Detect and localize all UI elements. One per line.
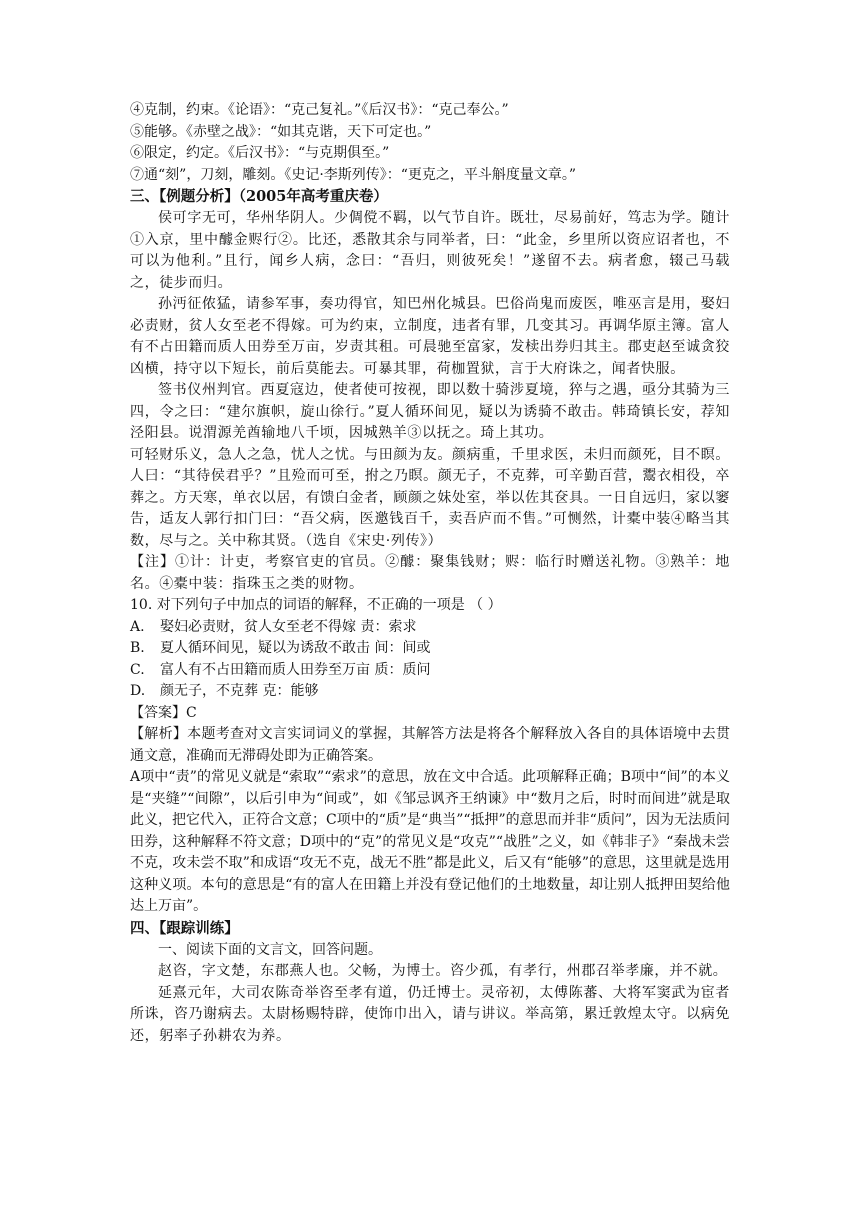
definition-line: ⑤能够。《赤壁之战》：“如其克谐，天下可定也。”: [130, 123, 432, 140]
definition-line: ⑥限定，约定。《后汉书》：“与克期俱至。”: [130, 145, 390, 161]
section-4-heading: 四、【跟踪训练】: [130, 919, 239, 937]
passage-paragraph: 可轻财乐义，急人之急，忧人之忧。与田颜为友。颜病重，千里求医，未归而颜死，目不瞑。人曰：“其待侯君乎？”且殓而可至，拊之乃瞑。颜无子，不克葬，可辛勤百营，鬻衣相役，卒葬之。方天寒，单衣以居，有馈白金者，顾颜之妹处室，举以佐其奁具。一日自远归，家以窭告，适友人郭行扣门曰：“吾父病，医邀钱百千，卖吾庐而不售。”可恻然，计橐中装④略当其数，尽与之。关中称其贤。（选自《宋史·列传》）: [130, 446, 730, 549]
option-label: B.: [130, 640, 145, 656]
analysis-paragraph: A项中“责”的常见义就是“索取”“索求”的意思，放在文中合适。此项解释正确；B项中“间”的本义是“夹缝”“间隙”，以后引申为“间或”，如《邹忌讽齐王纳谏》中“数月之后，时时而间进”就是取此义，把它代入，正符合文意；C项中的“质”是“典当”“抵押”的意思而并非“质问”，因为无法质问田券，这种解释不符文意；D项中的“克”的常见义是“攻克”“战胜”之义，如《韩非子》“秦战未尝不克，攻未尝不取”和成语“攻无不克，战无不胜”都是此义，后又有“能够”的意思，这里就是选用这种义项。本句的意思是“有的富人在田籍上并没有登记他们的土地数量，却让别人抵押田契给他达上万亩”。: [130, 769, 730, 914]
option-text: 颜无子，不克葬 克：能够: [160, 683, 319, 699]
option-b: [130, 638, 730, 660]
option-label: A.: [130, 618, 145, 635]
option-label: D.: [130, 683, 146, 699]
practice-passage-paragraph: 延熹元年，大司农陈奇举咨至孝有道，仍迁博士。灵帝初，太傅陈蕃、大将军窦武为宦者所诛，咨乃谢病去。太尉杨赐特辟，使饰巾出入，请与讲议。举高第，累迁敦煌太守。以病免还，躬率子孙耕农为养。: [130, 984, 730, 1044]
section-3-title: 三、【例题分析】: [130, 188, 239, 205]
option-text: 夏人循环间见，疑以为诱敌不敢击 间：间或: [160, 640, 431, 656]
definition-line: ⑦通“刻”，刀刻，雕刻。《史记·李斯列传》：“更克之，平斗斛度量文章。”: [130, 166, 577, 183]
answer-line: 【答案】C: [130, 704, 197, 721]
question-stem: 10. 对下列句子中加点的词语的解释，不正确的一项是 （ ）: [130, 597, 502, 613]
section-3-source: （2005年高考重庆卷）: [238, 188, 388, 205]
section-4-intro: 一、阅读下面的文言文，回答问题。: [158, 941, 382, 958]
section-3-heading: [130, 186, 730, 208]
analysis-paragraph: 【解析】本题考查对文言实词词义的掌握，其解答方法是将各个解释放入各自的具体语境中去贯通文意，准确而无滞碍处即为正确答案。: [130, 726, 730, 764]
option-label: C.: [130, 661, 145, 678]
passage-paragraph: 签书仪州判官。西夏寇边，使者使可按视，即以数十骑涉夏境，猝与之遇，亟分其骑为三四，令之曰：“建尔旗帜，旋山徐行。”夏人循环间见，疑以为诱骑不敢击。韩琦镇长安，荐知泾阳县。说渭源羌酋输地八千顷，因城熟羊③以抚之。琦上其功。: [130, 382, 730, 441]
passage-paragraph: 孙沔征侬猛，请参军事，奏功得官，知巴州化城县。巴俗尚鬼而废医，唯巫言是用，娶妇必责财，贫人女至老不得嫁。可为约束，立制度，违者有罪，几变其习。再调华原主簿。富人有不占田籍而质人田券至万亩，岁责其租。可晨驰至富家，发椟出券归其主。郡吏赵至诚贪狡凶横，持守以下短长，前后莫能去。可暴其罪，荷枷置狱，言于大府诛之，闻者快服。: [130, 296, 730, 377]
definition-line: ④克制，约束。《论语》：“克己复礼。”《后汉书》：“克己奉公。”: [130, 102, 509, 118]
annotation-note: 【注】①计：计吏，考察官吏的官员。②醵：聚集钱财；赆：临行时赠送礼物。③熟羊：地名。④橐中装：指珠玉之类的财物。: [130, 554, 730, 592]
passage-paragraph: 侯可字无可，华州华阴人。少倜傥不羁，以气节自许。既壮，尽易前好，笃志为学。随计①入京，里中醵金赆行②。比还，悉散其余与同举者，曰：“此金，乡里所以资应诏者也，不可以为他利。”且行，闻乡人病，念曰：“吾归，则彼死矣！”遂留不去。病者愈，辍己马载之，徒步而归。: [130, 210, 730, 291]
option-c: [130, 660, 730, 682]
option-a: [130, 617, 730, 639]
option-text: 富人有不占田籍而质人田券至万亩 质：质问: [160, 661, 431, 678]
option-text: 娶妇必责财，贫人女至老不得嫁 责：索求: [160, 618, 417, 635]
document-page: [130, 100, 730, 1047]
practice-passage-paragraph: 赵咨，字文楚，东郡燕人也。父畅，为博士。咨少孤，有孝行，州郡召举孝廉，并不就。: [158, 963, 728, 979]
option-d: [130, 681, 730, 703]
